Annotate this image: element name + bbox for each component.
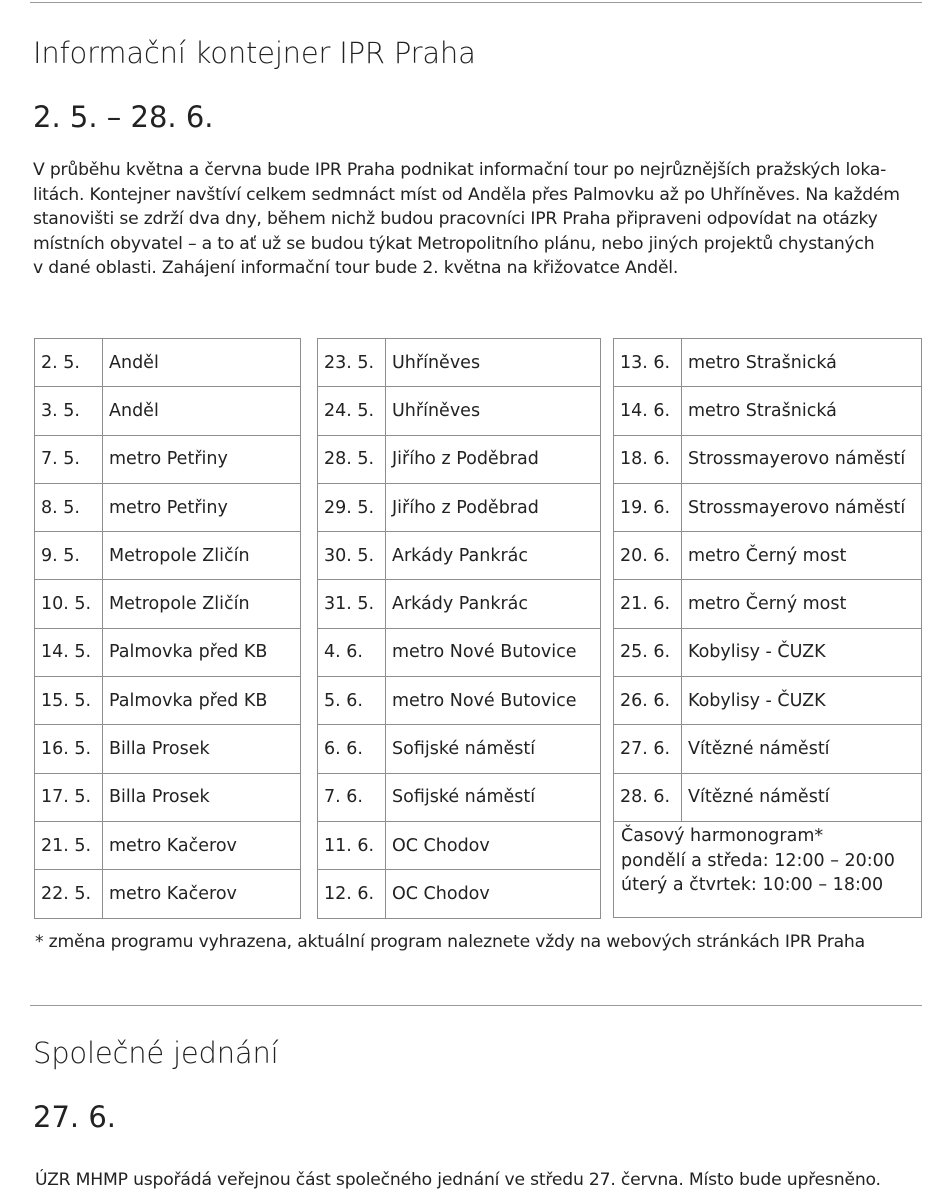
schedule-place: Arkády Pankrác (386, 580, 601, 628)
schedule-place: Billa Prosek (103, 725, 301, 773)
schedule-date: 20. 6. (614, 532, 682, 580)
schedule-date: 26. 6. (614, 677, 682, 725)
schedule-date: 6. 6. (318, 725, 386, 773)
schedule-date: 14. 5. (35, 628, 103, 676)
schedule-row (318, 773, 601, 821)
schedule-place: Kobylisy - ČUZK (682, 628, 922, 676)
schedule-date: 11. 6. (318, 821, 386, 869)
schedule-row (35, 483, 301, 531)
schedule-place: Uhříněves (386, 339, 601, 387)
schedule-table-may-june (317, 338, 601, 919)
schedule-row (318, 677, 601, 725)
paragraph-line: v dané oblasti. Zahájení informační tour bude 2. května na křižovatce Anděl. (33, 258, 679, 278)
schedule-row (614, 435, 922, 483)
schedule-row (318, 580, 601, 628)
intro-paragraph (33, 158, 900, 281)
schedule-row (614, 532, 922, 580)
section-divider (30, 1005, 922, 1006)
schedule-date: 13. 6. (614, 339, 682, 387)
schedule-row (35, 580, 301, 628)
schedule-row (614, 725, 922, 773)
schedule-place: metro Strašnická (682, 387, 922, 435)
schedule-date: 7. 5. (35, 435, 103, 483)
schedule-row (318, 339, 601, 387)
schedule-place: Palmovka před KB (103, 677, 301, 725)
schedule-row (35, 628, 301, 676)
schedule-row (318, 387, 601, 435)
schedule-place: Uhříněves (386, 387, 601, 435)
section-title: Informační kontejner IPR Praha (33, 36, 476, 70)
schedule-row (614, 677, 922, 725)
schedule-place: Jiřího z Poděbrad (386, 483, 601, 531)
schedule-date: 12. 6. (318, 870, 386, 918)
schedule-row (35, 870, 301, 918)
schedule-date: 16. 5. (35, 725, 103, 773)
schedule-place: Metropole Zličín (103, 580, 301, 628)
schedule-date: 2. 5. (35, 339, 103, 387)
schedule-place: Vítězné náměstí (682, 725, 922, 773)
schedule-date: 4. 6. (318, 628, 386, 676)
schedule-date: 30. 5. (318, 532, 386, 580)
schedule-date: 10. 5. (35, 580, 103, 628)
timetable-title: Časový harmonogram* (621, 826, 824, 846)
schedule-place: Strossmayerovo náměstí (682, 483, 922, 531)
schedule-row (35, 677, 301, 725)
schedule-date: 27. 6. (614, 725, 682, 773)
paragraph-line: litách. Kontejner navštíví celkem sedmnáct míst od Anděla přes Palmovku až po Uhříněves. Na každém (33, 184, 900, 205)
schedule-place: Vítězné náměstí (682, 773, 922, 821)
schedule-date: 15. 5. (35, 677, 103, 725)
paragraph-line: místních obyvatel – a to ať už se budou týkat Metropolitního plánu, nebo jiných projektů chystaných (33, 233, 875, 254)
schedule-date: 23. 5. (318, 339, 386, 387)
schedule-row (318, 628, 601, 676)
schedule-place: Anděl (103, 339, 301, 387)
schedule-date: 22. 5. (35, 870, 103, 918)
schedule-place: OC Chodov (386, 870, 601, 918)
schedule-date: 28. 5. (318, 435, 386, 483)
schedule-row (318, 725, 601, 773)
schedule-row (318, 435, 601, 483)
schedule-date: 21. 5. (35, 821, 103, 869)
schedule-date: 5. 6. (318, 677, 386, 725)
schedule-row (35, 435, 301, 483)
schedule-place: Metropole Zličín (103, 532, 301, 580)
timetable-mon-wed: pondělí a středa: 12:00 – 20:00 (621, 850, 895, 871)
schedule-date: 31. 5. (318, 580, 386, 628)
schedule-row (318, 483, 601, 531)
schedule-place: metro Kačerov (103, 821, 301, 869)
schedule-place: metro Petřiny (103, 435, 301, 483)
schedule-row (318, 870, 601, 918)
schedule-row (35, 339, 301, 387)
timetable-box (613, 820, 922, 918)
schedule-table-june (613, 338, 922, 822)
schedule-row (318, 821, 601, 869)
schedule-date: 29. 5. (318, 483, 386, 531)
schedule-date: 14. 6. (614, 387, 682, 435)
section2-title: Společné jednání (33, 1036, 279, 1070)
top-divider (30, 2, 922, 3)
section-dates: 2. 5. – 28. 6. (33, 100, 214, 134)
schedule-date: 19. 6. (614, 483, 682, 531)
schedule-place: metro Nové Butovice (386, 628, 601, 676)
section2-text: ÚZR MHMP uspořádá veřejnou část společného jednání ve středu 27. června. Místo bude upřesněno. (35, 1170, 881, 1190)
schedule-place: Billa Prosek (103, 773, 301, 821)
paragraph-line: stanovišti se zdrží dva dny, během nichž budou pracovníci IPR Praha připraveni odpovídat na otázky (33, 209, 878, 229)
schedule-row (614, 339, 922, 387)
schedule-place: Jiřího z Poděbrad (386, 435, 601, 483)
schedule-row (614, 628, 922, 676)
section2-date: 27. 6. (33, 1100, 117, 1134)
schedule-date: 21. 6. (614, 580, 682, 628)
schedule-row (614, 483, 922, 531)
schedule-place: Strossmayerovo náměstí (682, 435, 922, 483)
schedule-place: Sofijské náměstí (386, 725, 601, 773)
schedule-place: metro Černý most (682, 580, 922, 628)
schedule-row (35, 821, 301, 869)
schedule-date: 17. 5. (35, 773, 103, 821)
schedule-row (614, 387, 922, 435)
schedule-place: metro Petřiny (103, 483, 301, 531)
schedule-date: 18. 6. (614, 435, 682, 483)
schedule-place: Arkády Pankrác (386, 532, 601, 580)
schedule-place: Anděl (103, 387, 301, 435)
schedule-place: metro Nové Butovice (386, 677, 601, 725)
paragraph-line: V průběhu května a června bude IPR Praha podnikat informační tour po nejrůznějších pražských loka- (33, 160, 887, 180)
schedule-row (35, 387, 301, 435)
schedule-row (318, 532, 601, 580)
schedule-table-may (34, 338, 301, 919)
schedule-date: 28. 6. (614, 773, 682, 821)
schedule-row (35, 532, 301, 580)
schedule-row (614, 580, 922, 628)
timetable-tue-thu: úterý a čtvrtek: 10:00 – 18:00 (621, 875, 884, 895)
schedule-date: 25. 6. (614, 628, 682, 676)
schedule-date: 7. 6. (318, 773, 386, 821)
schedule-place: metro Kačerov (103, 870, 301, 918)
schedule-place: metro Strašnická (682, 339, 922, 387)
schedule-place: Palmovka před KB (103, 628, 301, 676)
schedule-footnote: * změna programu vyhrazena, aktuální program naleznete vždy na webových stránkách IPR Praha (35, 932, 865, 952)
schedule-row (35, 773, 301, 821)
schedule-place: Kobylisy - ČUZK (682, 677, 922, 725)
schedule-date: 9. 5. (35, 532, 103, 580)
schedule-date: 3. 5. (35, 387, 103, 435)
schedule-place: Sofijské náměstí (386, 773, 601, 821)
schedule-place: metro Černý most (682, 532, 922, 580)
schedule-place: OC Chodov (386, 821, 601, 869)
schedule-date: 8. 5. (35, 483, 103, 531)
schedule-row (35, 725, 301, 773)
schedule-row (614, 773, 922, 821)
schedule-date: 24. 5. (318, 387, 386, 435)
